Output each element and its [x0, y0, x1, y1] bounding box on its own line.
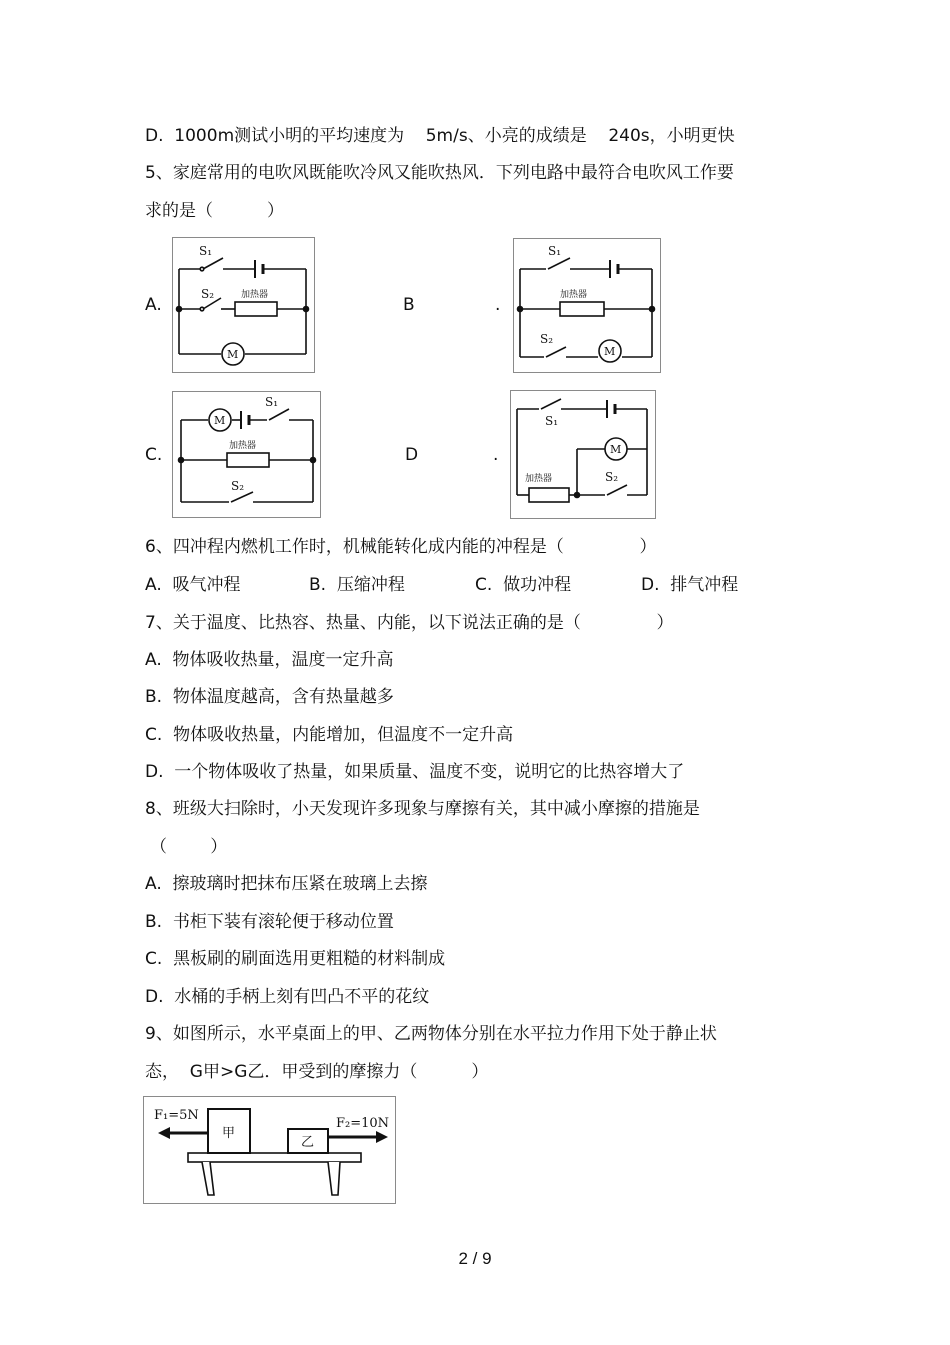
force-f2-label: F₂=10N	[336, 1116, 390, 1131]
q5-option-c-label: C.	[145, 445, 163, 465]
q7-option-d: D. 一个物体吸收了热量，如果质量、温度不变，说明它的比热容增大了	[145, 762, 685, 782]
q5-option-b-label: B	[403, 295, 415, 315]
q7-stem: 7、关于温度、比热容、热量、内能，以下说法正确的是（ ）	[145, 613, 674, 633]
circuit-c-s2: S₂	[231, 479, 245, 493]
q8-option-b: B. 书柜下装有滚轮便于移动位置	[145, 912, 394, 932]
circuit-c-figure	[172, 391, 321, 518]
q9-stem-line2: 态， G甲>G乙．甲受到的摩擦力（ ）	[145, 1062, 489, 1082]
q8-option-a: A. 擦玻璃时把抹布压紧在玻璃上去擦	[145, 874, 428, 894]
circuit-b-s1: S₁	[548, 244, 562, 258]
q6-option-c: C. 做功冲程	[475, 575, 572, 595]
table-blocks-figure	[143, 1096, 396, 1204]
q4-option-d: D. 1000m测试小明的平均速度为 5m/s、小亮的成绩是 240s，小明更快	[145, 126, 735, 146]
circuit-c-motor: M	[214, 414, 226, 427]
circuit-b-figure	[513, 238, 661, 373]
circuit-a-heater-label: 加热器	[241, 290, 269, 300]
q6-option-d: D. 排气冲程	[641, 575, 739, 595]
circuit-d-figure	[510, 390, 656, 519]
block-yi-label: 乙	[301, 1135, 315, 1150]
q5-option-d-dot: .	[493, 445, 499, 465]
circuit-d-s2: S₂	[605, 470, 619, 484]
circuit-c-heater-label: 加热器	[229, 441, 257, 451]
q7-option-a: A. 物体吸收热量，温度一定升高	[145, 650, 394, 670]
q8-option-d: D. 水桶的手柄上刻有凹凸不平的花纹	[145, 987, 430, 1007]
q7-option-c: C. 物体吸收热量，内能增加，但温度不一定升高	[145, 725, 514, 745]
q9-stem-line1: 9、如图所示，水平桌面上的甲、乙两物体分别在水平拉力作用下处于静止状	[145, 1024, 717, 1044]
q6-option-a: A. 吸气冲程	[145, 575, 241, 595]
q6-stem: 6、四冲程内燃机工作时，机械能转化成内能的冲程是（ ）	[145, 537, 657, 557]
block-jia-label: 甲	[222, 1126, 236, 1141]
circuit-b-heater-label: 加热器	[560, 290, 588, 300]
q8-stem-line1: 8、班级大扫除时，小天发现许多现象与摩擦有关，其中减小摩擦的措施是	[145, 799, 700, 819]
q7-option-b: B. 物体温度越高，含有热量越多	[145, 687, 394, 707]
circuit-d-s1: S₁	[545, 414, 559, 428]
q5-stem-line2: 求的是（ ）	[145, 201, 285, 221]
circuit-c-s1: S₁	[265, 395, 279, 409]
q5-option-d-label: D	[405, 445, 419, 465]
page-number: 2 / 9	[458, 1249, 492, 1268]
q8-option-c: C. 黑板刷的刷面选用更粗糙的材料制成	[145, 949, 446, 969]
circuit-a-motor: M	[227, 348, 239, 361]
circuit-a-s2: S₂	[201, 287, 215, 301]
circuit-a-figure	[172, 237, 315, 373]
q8-stem-line2: （ ）	[150, 837, 228, 857]
circuit-d-heater-label: 加热器	[525, 474, 553, 484]
circuit-b-motor: M	[604, 345, 616, 358]
circuit-d-motor: M	[610, 443, 622, 456]
circuit-b-s2: S₂	[540, 332, 554, 346]
q5-stem-line1: 5、家庭常用的电吹风既能吹冷风又能吹热风．下列电路中最符合电吹风工作要	[145, 163, 734, 183]
circuit-a-s1: S₁	[199, 244, 213, 258]
q6-option-b: B. 压缩冲程	[309, 575, 405, 595]
q5-option-a-label: A.	[145, 295, 162, 315]
force-f1-label: F₁=5N	[154, 1108, 199, 1123]
q5-option-b-dot: .	[495, 295, 501, 315]
